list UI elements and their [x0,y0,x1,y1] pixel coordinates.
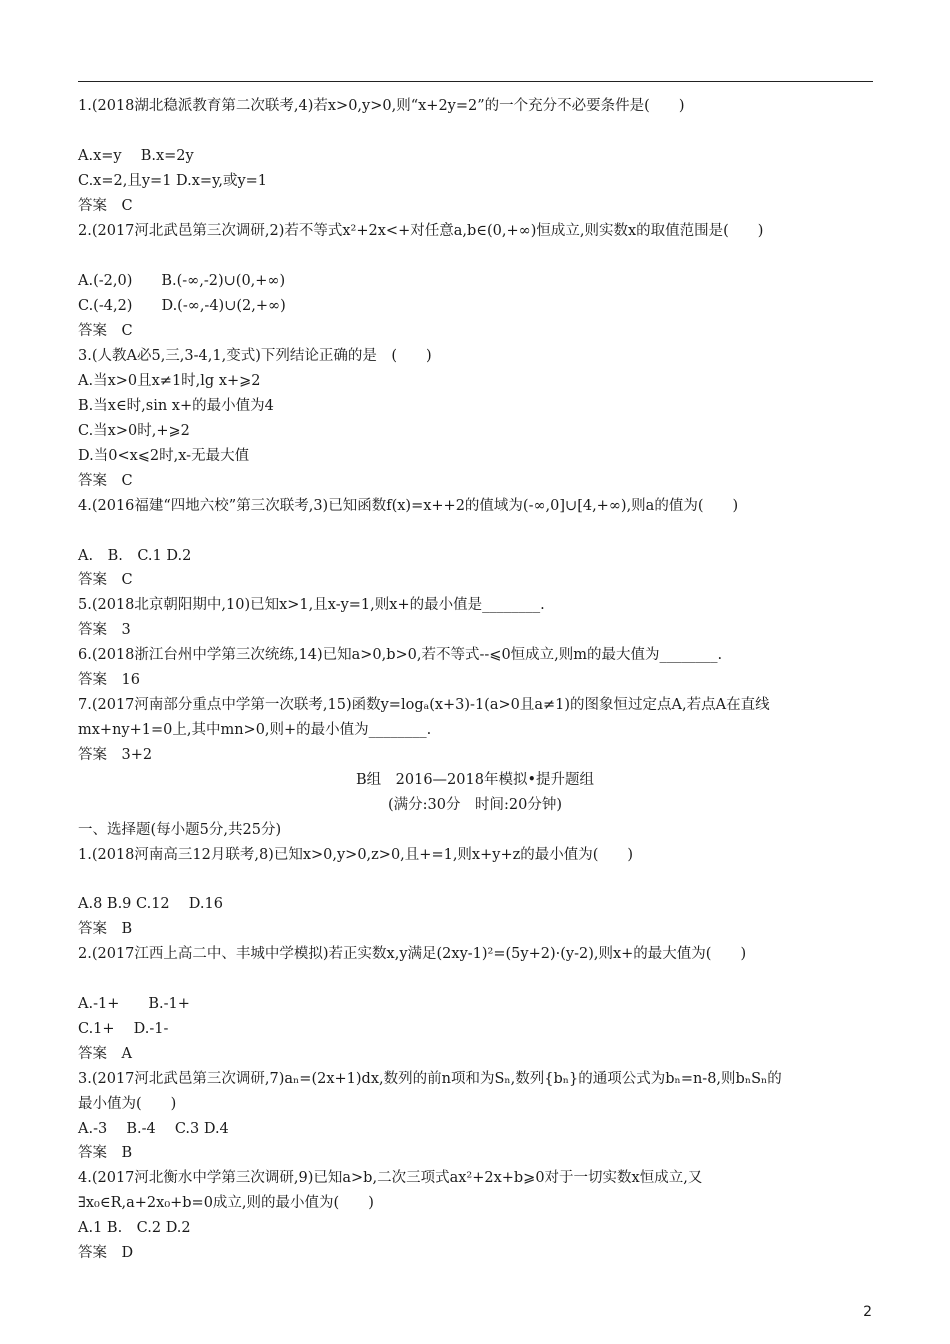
options-line: C.1+ D.-1- [78,1021,169,1037]
question-7-cont: mx+ny+1=0上,其中mn>0,则+的最小值为________. [78,722,432,738]
options-line: C.(-4,2) D.(-∞,-4)∪(2,+∞) [78,298,286,314]
options-line: A.1 B. C.2 D.2 [78,1220,191,1236]
options-line: D.当0<x⩽2时,x-无最大值 [78,448,250,464]
question-b3-cont: 最小值为( ) [78,1096,177,1112]
options-line: C.x=2,且y=1 D.x=y,或y=1 [78,173,268,189]
page-number: 2 [863,1304,872,1320]
answer-line: 答案 A [78,1046,132,1062]
options-line: A.(-2,0) B.(-∞,-2)∪(0,+∞) [78,273,286,289]
question-3: 3.(人教A必5,三,3-4,1,变式)下列结论正确的是 ( ) [78,348,432,364]
answer-line: 答案 C [78,572,133,588]
options-line: A. B. C.1 D.2 [78,548,192,564]
options-line: A.-3 B.-4 C.3 D.4 [78,1121,229,1137]
question-b3: 3.(2017河北武邑第三次调研,7)aₙ=(2x+1)dx,数列的前n项和为Sₙ,数列{bₙ}的通项公式为bₙ=n-8,则bₙSₙ的 [78,1071,782,1087]
answer-line: 答案 B [78,1145,133,1161]
question-b1: 1.(2018河南高三12月联考,8)已知x>0,y>0,z>0,且+=1,则x+y+z的最小值为( ) [78,847,634,863]
answer-line: 答案 3 [78,622,131,638]
answer-line: 答案 C [78,473,133,489]
answer-line: 答案 3+2 [78,747,153,763]
options-line: A.当x>0且x≠1时,lg x+⩾2 [78,373,261,389]
section-title: B组 2016—2018年模拟•提升题组 [355,772,594,788]
question-b4-cont: ∃x₀∈R,a+2x₀+b=0成立,则的最小值为( ) [78,1195,374,1211]
answer-line: 答案 C [78,198,133,214]
answer-line: 答案 D [78,1245,134,1261]
top-rule [78,81,873,82]
part-heading: 一、选择题(每小题5分,共25分) [78,822,282,838]
answer-line: 答案 C [78,323,133,339]
answer-line: 答案 16 [78,672,140,688]
question-5: 5.(2018北京朝阳期中,10)已知x>1,且x-y=1,则x+的最小值是________. [78,597,545,613]
question-b2: 2.(2017江西上高二中、丰城中学模拟)若正实数x,y满足(2xy-1)²=(5y+2)·(y-2),则x+的最大值为( ) [78,946,747,962]
options-line: C.当x>0时,+⩾2 [78,423,190,439]
question-b4: 4.(2017河北衡水中学第三次调研,9)已知a>b,二次三项式ax²+2x+b⩾0对于一切实数x恒成立,又 [78,1170,703,1186]
question-6: 6.(2018浙江台州中学第三次统练,14)已知a>0,b>0,若不等式--⩽0恒成立,则m的最大值为________. [78,647,723,663]
options-line: A.-1+ B.-1+ [78,996,190,1012]
section-subtitle: (满分:30分 时间:20分钟) [388,797,562,813]
question-2: 2.(2017河北武邑第三次调研,2)若不等式x²+2x<+对任意a,b∈(0,+∞)恒成立,则实数x的取值范围是( ) [78,223,764,239]
question-7: 7.(2017河南部分重点中学第一次联考,15)函数y=logₐ(x+3)-1(a>0且a≠1)的图象恒过定点A,若点A在直线 [78,697,770,713]
options-line: A.x=y B.x=2y [78,148,194,164]
question-1: 1.(2018湖北稳派教育第二次联考,4)若x>0,y>0,则“x+2y=2”的一个充分不必要条件是( ) [78,98,685,114]
question-4: 4.(2016福建“四地六校”第三次联考,3)已知函数f(x)=x++2的值域为(-∞,0]∪[4,+∞),则a的值为( ) [78,498,739,514]
options-line: A.8 B.9 C.12 D.16 [78,896,223,912]
answer-line: 答案 B [78,921,133,937]
options-line: B.当x∈时,sin x+的最小值为4 [78,398,274,414]
